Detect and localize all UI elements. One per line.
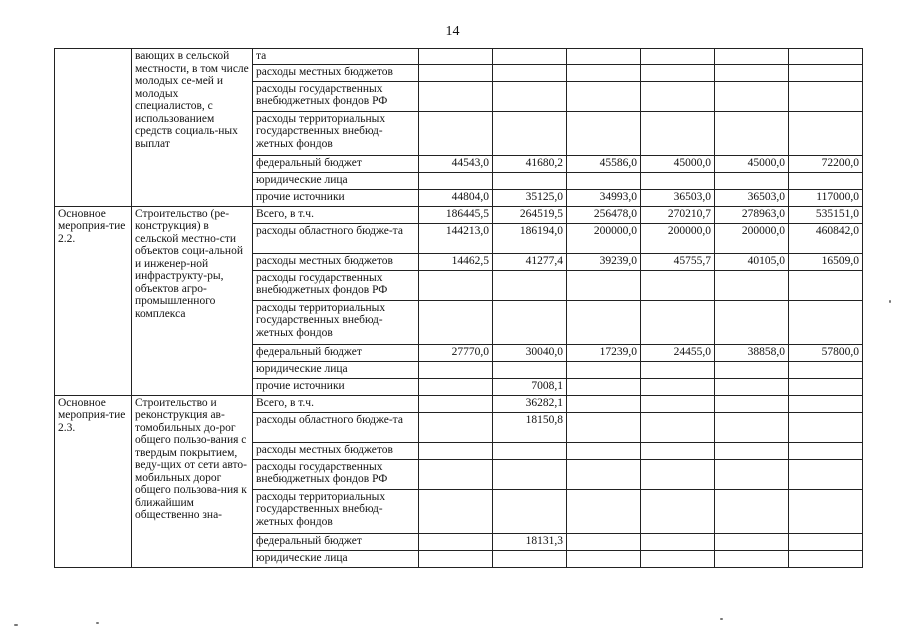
amount-cell [715, 442, 789, 459]
amount-cell [493, 550, 567, 567]
amount-cell: 45755,7 [641, 253, 715, 270]
amount-cell: 7008,1 [493, 378, 567, 395]
amount-cell [419, 533, 493, 550]
amount-cell [715, 361, 789, 378]
amount-cell [567, 489, 641, 533]
amount-cell: 117000,0 [789, 189, 863, 206]
amount-cell [567, 361, 641, 378]
amount-cell [641, 49, 715, 65]
page-number: 14 [445, 24, 460, 39]
funding-source-cell: юридические лица [253, 550, 419, 567]
amount-cell: 200000,0 [715, 223, 789, 253]
amount-cell: 41680,2 [493, 155, 567, 172]
amount-cell [641, 489, 715, 533]
amount-cell [419, 172, 493, 189]
amount-cell: 45000,0 [715, 155, 789, 172]
funding-source-cell: федеральный бюджет [253, 533, 419, 550]
amount-cell [789, 49, 863, 65]
amount-cell: 270210,7 [641, 206, 715, 223]
amount-cell [567, 172, 641, 189]
amount-cell: 44543,0 [419, 155, 493, 172]
amount-cell [567, 300, 641, 344]
amount-cell [789, 550, 863, 567]
measure-description-cell: Строительство и реконструкция ав-томобильных до-рог общего пользо-вания с твердым покрытием, веду-щих от сети авто-мобильных дорог общего пользова-ния к ближайшим общественно зна- [132, 395, 253, 567]
amount-cell [493, 459, 567, 489]
amount-cell [419, 489, 493, 533]
amount-cell [641, 378, 715, 395]
funding-source-cell: расходы территориальных государственных внебюд-жетных фондов [253, 300, 419, 344]
amount-cell [567, 270, 641, 300]
amount-cell [567, 442, 641, 459]
funding-source-cell: прочие источники [253, 378, 419, 395]
amount-cell [715, 64, 789, 81]
amount-cell [715, 395, 789, 412]
amount-cell [789, 395, 863, 412]
funding-source-cell: расходы местных бюджетов [253, 253, 419, 270]
amount-cell [641, 270, 715, 300]
amount-cell: 144213,0 [419, 223, 493, 253]
amount-cell: 41277,4 [493, 253, 567, 270]
amount-cell [493, 81, 567, 111]
amount-cell [789, 533, 863, 550]
amount-cell [641, 459, 715, 489]
amount-cell [715, 81, 789, 111]
amount-cell: 35125,0 [493, 189, 567, 206]
amount-cell [789, 489, 863, 533]
funding-source-cell: юридические лица [253, 172, 419, 189]
amount-cell [493, 111, 567, 155]
amount-cell [715, 111, 789, 155]
amount-cell [419, 412, 493, 442]
amount-cell: 24455,0 [641, 344, 715, 361]
amount-cell [641, 300, 715, 344]
amount-cell: 17239,0 [567, 344, 641, 361]
amount-cell [567, 395, 641, 412]
amount-cell [419, 361, 493, 378]
table-row [55, 206, 863, 223]
amount-cell [641, 442, 715, 459]
amount-cell: 57800,0 [789, 344, 863, 361]
measure-code-cell [55, 49, 132, 207]
budget-table [54, 48, 863, 568]
amount-cell [789, 378, 863, 395]
amount-cell: 27770,0 [419, 344, 493, 361]
amount-cell [419, 49, 493, 65]
funding-source-cell: расходы областного бюдже-та [253, 223, 419, 253]
amount-cell [641, 172, 715, 189]
funding-source-cell: расходы областного бюдже-та [253, 412, 419, 442]
amount-cell [715, 172, 789, 189]
funding-source-cell: та [253, 49, 419, 65]
amount-cell [567, 111, 641, 155]
amount-cell [641, 412, 715, 442]
funding-source-cell: прочие источники [253, 189, 419, 206]
amount-cell [789, 442, 863, 459]
funding-source-cell: федеральный бюджет [253, 344, 419, 361]
amount-cell [493, 361, 567, 378]
funding-source-cell: расходы территориальных государственных внебюд-жетных фондов [253, 489, 419, 533]
amount-cell [789, 111, 863, 155]
amount-cell: 200000,0 [567, 223, 641, 253]
amount-cell [789, 81, 863, 111]
amount-cell: 186194,0 [493, 223, 567, 253]
amount-cell [567, 49, 641, 65]
amount-cell [419, 300, 493, 344]
amount-cell [419, 81, 493, 111]
measure-description-cell: вающих в сельской местности, в том числе молодых се-мей и молодых специалистов, с использованием средств социаль-ных выплат [132, 49, 253, 207]
scan-speck [720, 618, 723, 620]
funding-source-cell: расходы государственных внебюджетных фондов РФ [253, 81, 419, 111]
amount-cell [641, 111, 715, 155]
amount-cell: 39239,0 [567, 253, 641, 270]
amount-cell [641, 64, 715, 81]
amount-cell: 256478,0 [567, 206, 641, 223]
amount-cell [641, 550, 715, 567]
amount-cell: 45586,0 [567, 155, 641, 172]
amount-cell [419, 395, 493, 412]
amount-cell [641, 81, 715, 111]
funding-source-cell: расходы государственных внебюджетных фондов РФ [253, 459, 419, 489]
amount-cell [419, 378, 493, 395]
amount-cell [493, 489, 567, 533]
amount-cell [567, 81, 641, 111]
amount-cell: 200000,0 [641, 223, 715, 253]
amount-cell [715, 300, 789, 344]
amount-cell: 16509,0 [789, 253, 863, 270]
budget-table-body [55, 49, 863, 568]
amount-cell [567, 378, 641, 395]
amount-cell: 38858,0 [715, 344, 789, 361]
amount-cell: 36503,0 [641, 189, 715, 206]
amount-cell [789, 300, 863, 344]
amount-cell: 72200,0 [789, 155, 863, 172]
amount-cell: 30040,0 [493, 344, 567, 361]
amount-cell: 18150,8 [493, 412, 567, 442]
amount-cell: 44804,0 [419, 189, 493, 206]
scan-speck [889, 300, 891, 303]
amount-cell: 40105,0 [715, 253, 789, 270]
amount-cell: 278963,0 [715, 206, 789, 223]
amount-cell [567, 550, 641, 567]
amount-cell [789, 361, 863, 378]
amount-cell [789, 172, 863, 189]
amount-cell [715, 412, 789, 442]
amount-cell [493, 64, 567, 81]
amount-cell: 460842,0 [789, 223, 863, 253]
funding-source-cell: расходы государственных внебюджетных фондов РФ [253, 270, 419, 300]
amount-cell [715, 270, 789, 300]
amount-cell: 186445,5 [419, 206, 493, 223]
funding-source-cell: Всего, в т.ч. [253, 206, 419, 223]
amount-cell: 36503,0 [715, 189, 789, 206]
amount-cell [641, 361, 715, 378]
funding-source-cell: расходы территориальных государственных внебюд-жетных фондов [253, 111, 419, 155]
amount-cell [789, 412, 863, 442]
amount-cell [493, 172, 567, 189]
amount-cell [419, 64, 493, 81]
measure-code-cell: Основное мероприя-тие 2.3. [55, 395, 132, 567]
amount-cell [789, 459, 863, 489]
amount-cell: 45000,0 [641, 155, 715, 172]
table-row [55, 395, 863, 412]
amount-cell [715, 49, 789, 65]
amount-cell [419, 111, 493, 155]
amount-cell [493, 300, 567, 344]
amount-cell: 36282,1 [493, 395, 567, 412]
amount-cell: 18131,3 [493, 533, 567, 550]
amount-cell [715, 489, 789, 533]
table-row [55, 49, 863, 65]
amount-cell: 535151,0 [789, 206, 863, 223]
amount-cell [493, 442, 567, 459]
amount-cell: 34993,0 [567, 189, 641, 206]
amount-cell [567, 64, 641, 81]
amount-cell [419, 459, 493, 489]
amount-cell [641, 395, 715, 412]
amount-cell [567, 533, 641, 550]
amount-cell [715, 550, 789, 567]
scan-speck [14, 624, 18, 626]
amount-cell [567, 459, 641, 489]
amount-cell [567, 412, 641, 442]
amount-cell [493, 270, 567, 300]
amount-cell [419, 550, 493, 567]
scan-speck [96, 622, 99, 624]
funding-source-cell: юридические лица [253, 361, 419, 378]
amount-cell [419, 442, 493, 459]
amount-cell: 14462,5 [419, 253, 493, 270]
measure-code-cell: Основное мероприя-тие 2.2. [55, 206, 132, 395]
amount-cell [641, 533, 715, 550]
funding-source-cell: федеральный бюджет [253, 155, 419, 172]
amount-cell [715, 533, 789, 550]
funding-source-cell: расходы местных бюджетов [253, 64, 419, 81]
amount-cell [493, 49, 567, 65]
amount-cell: 264519,5 [493, 206, 567, 223]
measure-description-cell: Строительство (ре-конструкция) в сельской местно-сти объектов соци-альной и инженер-ной инфраструкту-ры, объектов агро-промышленного комплекса [132, 206, 253, 395]
amount-cell [715, 459, 789, 489]
amount-cell [789, 270, 863, 300]
amount-cell [715, 378, 789, 395]
funding-source-cell: Всего, в т.ч. [253, 395, 419, 412]
funding-source-cell: расходы местных бюджетов [253, 442, 419, 459]
amount-cell [789, 64, 863, 81]
amount-cell [419, 270, 493, 300]
